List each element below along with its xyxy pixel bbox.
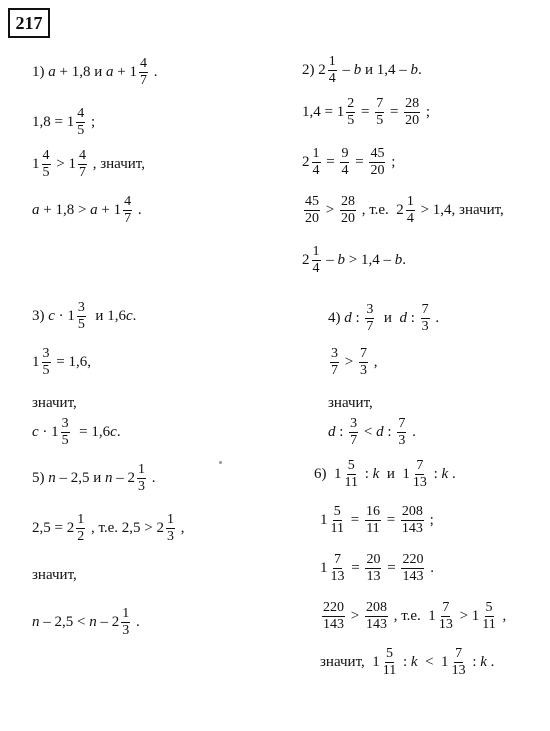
p2-step-2 (302, 146, 395, 179)
text: < 1 (417, 654, 449, 670)
fraction: 3 7 (331, 346, 338, 378)
text: 2 (302, 252, 310, 268)
p5-conclusion (32, 606, 140, 639)
fraction: 3 7 (350, 416, 358, 448)
text: – 2 (96, 614, 120, 630)
fraction: 208 143 (365, 600, 387, 632)
text: – (322, 252, 338, 268)
text: > (347, 608, 363, 624)
p6-step-1 (320, 504, 434, 537)
p4-step-1 (328, 346, 377, 379)
fraction: 5 11 (482, 600, 496, 632)
p3-therefore (32, 396, 77, 411)
text: . (408, 424, 416, 440)
fraction: $\frac{1}{4}$ (312, 146, 320, 178)
fraction: 7 3 (359, 346, 367, 378)
text: : (399, 654, 411, 670)
p5-therefore (32, 568, 77, 583)
text: + 1,8 > (39, 202, 91, 218)
fraction: 5 11 (382, 646, 397, 678)
var-c: c (110, 424, 117, 440)
var-k: k (480, 654, 487, 670)
text: значит, 1 (320, 654, 380, 670)
text: и 1 (379, 466, 410, 482)
text: ; (387, 154, 396, 170)
text: и 1,4 – (361, 62, 411, 78)
text: · 1 (54, 308, 75, 324)
text: = (357, 104, 374, 120)
text: 3) (32, 308, 49, 324)
text: значит, (32, 567, 77, 583)
p6-step-2 (320, 552, 434, 585)
text: , т.е. 1 (389, 608, 436, 624)
var-c: c (32, 424, 39, 440)
fraction: 1 3 (138, 462, 146, 494)
text: 2 (302, 154, 310, 170)
fraction: $\frac{5}{11}$ (330, 504, 344, 536)
fraction: 3 5 (77, 300, 85, 332)
text: . (418, 62, 422, 78)
text: : (429, 466, 442, 482)
p6-step-3 (320, 600, 506, 633)
text: = (351, 154, 368, 170)
fraction: 1 4 (312, 244, 320, 276)
var-k: k (441, 466, 449, 482)
var-d: d (344, 310, 352, 326)
text: : (335, 424, 348, 440)
fraction: $\frac{45}{20}$ (370, 146, 385, 178)
text: . (116, 424, 121, 440)
text: – 2 (112, 470, 136, 486)
text: . (486, 654, 495, 670)
text: + 1,8 и (55, 64, 106, 80)
text: > 1 (455, 608, 480, 624)
text: 1 (320, 512, 328, 528)
p1-statement (32, 56, 157, 89)
text: = (386, 104, 403, 120)
fraction: $\frac{7}{5}$ (376, 96, 384, 128)
fraction: 220 143 (323, 600, 344, 632)
text: : (351, 310, 364, 326)
text: = (322, 154, 339, 170)
fraction: $\frac{3}{5}$ (42, 346, 50, 378)
text: ; (87, 114, 96, 130)
fraction: 4 7 (139, 56, 147, 88)
fraction: $\frac{16}{11}$ (365, 504, 380, 536)
text: . (149, 64, 158, 80)
text: < (360, 424, 377, 440)
text: 2) 2 (302, 62, 326, 78)
text: · 1 (38, 424, 59, 440)
fraction: 4 7 (78, 148, 86, 180)
var-n: n (105, 470, 113, 486)
p2-step-3 (302, 194, 504, 227)
fraction: 4 5 (77, 106, 85, 138)
fraction: $\frac{208}{143}$ (401, 504, 423, 536)
scan-speck (219, 461, 222, 464)
var-k: k (410, 654, 418, 670)
p1-step-1 (32, 106, 95, 139)
text: 1 (320, 560, 328, 576)
text: = 1,6 (71, 424, 111, 440)
p1-step-2 (32, 148, 145, 181)
text: = (346, 512, 363, 528)
text: 1) (32, 64, 49, 80)
var-d: d (328, 424, 336, 440)
text: . (148, 470, 156, 486)
text: . (134, 202, 142, 218)
fraction: 1 4 (406, 194, 414, 226)
fraction: 1 2 (77, 512, 85, 544)
text: – (338, 62, 354, 78)
fraction: $\frac{7}{13}$ (330, 552, 345, 584)
text: – 2,5 и (55, 470, 106, 486)
text: . (431, 310, 440, 326)
text: = (382, 512, 399, 528)
text: . (448, 466, 456, 482)
var-d: d (399, 310, 407, 326)
text: – 2,5 < (39, 614, 90, 630)
p1-conclusion (32, 194, 142, 227)
text: , т.е. 2,5 > 2 (87, 520, 165, 536)
p2-conclusion (302, 244, 406, 277)
var-c: c (125, 308, 133, 324)
text: , (369, 354, 378, 370)
var-b: b (410, 62, 419, 78)
p6-conclusion (320, 646, 494, 679)
text: . (132, 308, 137, 324)
fraction: $\frac{20}{13}$ (366, 552, 381, 584)
text: ; (422, 104, 431, 120)
problem-number: 217 (15, 12, 43, 33)
fraction: $\frac{3}{5}$ (61, 416, 69, 448)
text: : (383, 424, 396, 440)
text: > 1 (52, 156, 76, 172)
var-c: c (48, 308, 55, 324)
var-b: b (394, 252, 403, 268)
text: = 1,6, (52, 354, 91, 370)
fraction: 1 4 (328, 54, 336, 86)
text: и (376, 310, 400, 326)
text: = (347, 560, 364, 576)
text: значит, (32, 395, 77, 411)
text: + 1 (97, 202, 122, 218)
fraction: 5 11 (344, 458, 358, 490)
fraction: $\frac{220}{143}$ (402, 552, 424, 584)
text: : (468, 654, 481, 670)
p2-step-1 (302, 96, 430, 129)
fraction: 7 3 (421, 302, 429, 334)
var-a: a (48, 64, 56, 80)
text: = (383, 560, 400, 576)
text: 4) (328, 310, 345, 326)
fraction: 28 20 (340, 194, 355, 226)
var-a: a (32, 202, 40, 218)
text: , (177, 520, 185, 536)
text: : (406, 310, 419, 326)
text: , т.е. 2 (357, 202, 404, 218)
fraction: $\frac{9}{4}$ (341, 146, 349, 178)
text: , (498, 608, 507, 624)
p4-statement (328, 302, 439, 335)
text: 1,8 = 1 (32, 114, 75, 130)
text: 6) 1 (314, 466, 342, 482)
var-n: n (48, 470, 56, 486)
p4-therefore (328, 396, 373, 411)
fraction: 45 20 (305, 194, 319, 226)
fraction: 3 7 (366, 302, 374, 334)
text: 1,4 = 1 (302, 104, 345, 120)
p3-conclusion (32, 416, 121, 449)
text: 2,5 = 2 (32, 520, 75, 536)
text: , значит, (88, 156, 145, 172)
fraction: 1 3 (167, 512, 175, 544)
var-n: n (89, 614, 97, 630)
var-d: d (376, 424, 384, 440)
p5-statement (32, 462, 156, 495)
text: : (360, 466, 373, 482)
text: > (322, 202, 338, 218)
text: > (341, 354, 357, 370)
p3-step-1 (32, 346, 91, 379)
p6-statement (314, 458, 456, 491)
fraction: 4 5 (42, 148, 50, 180)
fraction: 7 13 (451, 646, 466, 678)
p3-statement (32, 300, 136, 333)
var-n: n (32, 614, 40, 630)
text: и 1,6 (87, 308, 126, 324)
p5-step-1 (32, 512, 185, 545)
fraction: 4 7 (124, 194, 132, 226)
text: ; (425, 512, 434, 528)
var-a: a (90, 202, 98, 218)
text: > 1,4, значит, (416, 202, 504, 218)
text: . (402, 252, 406, 268)
text: . (132, 614, 140, 630)
fraction: 7 3 (398, 416, 406, 448)
fraction: 7 13 (438, 600, 453, 632)
text: 5) (32, 470, 49, 486)
p4-conclusion (328, 416, 416, 449)
var-b: b (337, 252, 345, 268)
p2-statement (302, 54, 422, 87)
fraction: 7 13 (412, 458, 427, 490)
text: 1 (32, 354, 40, 370)
text: значит, (328, 395, 373, 411)
text: + 1 (113, 64, 137, 80)
var-a: a (106, 64, 114, 80)
fraction: $\frac{28}{20}$ (405, 96, 420, 128)
fraction: 1 3 (122, 606, 130, 638)
problem-number-badge (8, 8, 50, 38)
text: 1 (32, 156, 40, 172)
var-k: k (372, 466, 380, 482)
fraction: $\frac{2}{5}$ (347, 96, 355, 128)
var-b: b (353, 62, 362, 78)
text: . (426, 560, 434, 576)
text: > 1,4 – (345, 252, 395, 268)
